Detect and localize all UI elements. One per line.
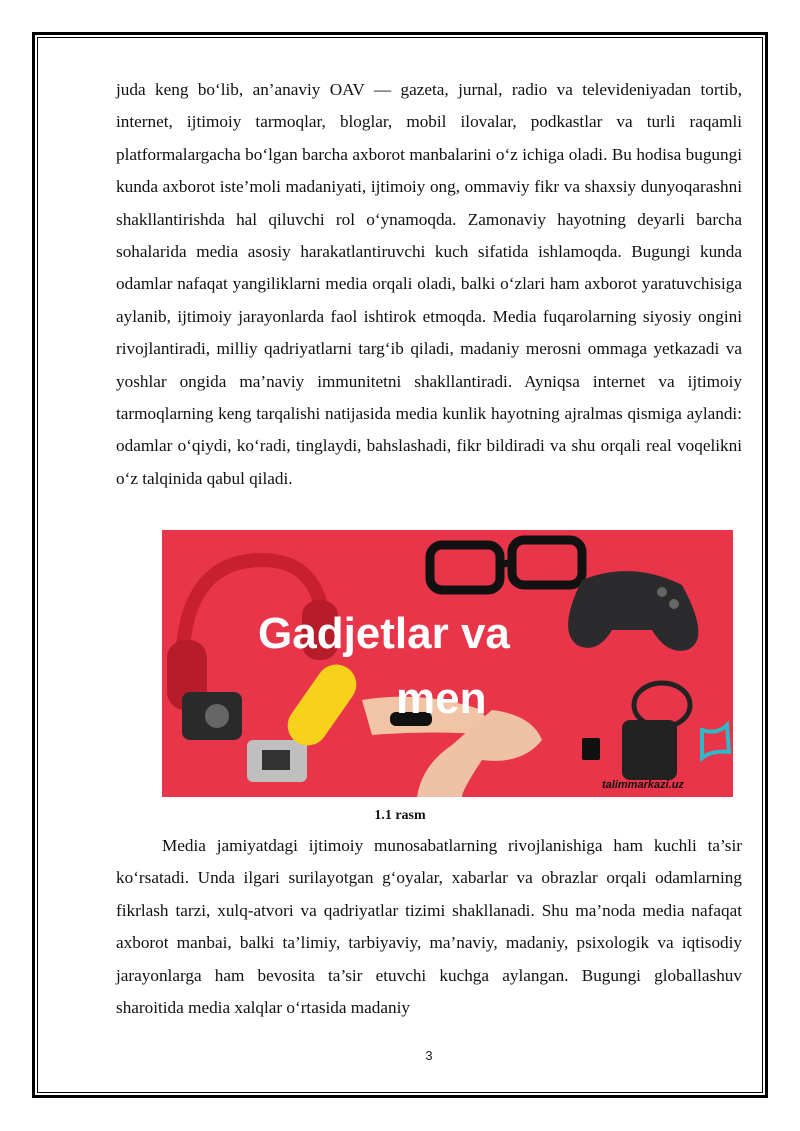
gadgets-illustration — [162, 530, 733, 797]
paragraph-1: juda keng bo‘lib, an’anaviy OAV — gazeta, jurnal, radio va televideniyadan tortib, internet, ijtimoiy tarmoqlar, bloglar, mobil ilovalar, podkastlar va turli raqamli platformalargacha bo‘lgan barcha axborot manbalarini o‘z ichiga oladi. Bu hodisa bugungi kunda axborot iste’moli madaniyati, ijtimoiy ong, ommaviy fikr va shaxsiy dunyoqarashni shakllantirishda hal qiluvchi rol o‘ynamoqda. Zamonaviy hayotning deyarli barcha sohalarida media asosiy harakatlantiruvchi kuch sifatida ishlamoqda. Bugungi kunda odamlar nafaqat yangiliklarni media orqali oladi, balki o‘zlari ham axborot yaratuvchisiga aylanib, ijtimoiy jarayonlarda faol ishtirok etmoqda. Media fuqarolarning siyosiy ongini rivojlantiradi, milliy qadriyatlarni targ‘ib qiladi, madaniy merosni ommaga yetkazadi va yoshlar ongida ma’naviy immunitetni shakllantiradi. Ayniqsa internet va ijtimoiy tarmoqlarning keng tarqalishi natijasida media kunlik hayotning ajralmas qismiga aylandi: odamlar o‘qiydi, ko‘radi, tinglaydi, bahslashadi, fikr bildiradi va shu orqali real voqelikni o‘z talqinida qabul qiladi. — [116, 80, 742, 488]
figure-caption: 1.1 rasm — [374, 808, 426, 823]
smart-device-icon — [622, 720, 677, 780]
figure-title-line1: Gadjetlar va — [258, 609, 510, 658]
body-text-top — [116, 74, 742, 495]
figure-image — [162, 530, 733, 797]
memory-card-icon — [582, 738, 600, 760]
page-number: 3 — [425, 1048, 433, 1063]
body-text-bottom — [116, 830, 742, 1024]
figure-watermark: talimmarkazi.uz — [602, 779, 684, 791]
figure-title-line2: men — [396, 674, 487, 723]
paragraph-2: Media jamiyatdagi ijtimoiy munosabatlarning rivojlanishiga ham kuchli ta’sir ko‘rsatadi. Unda ilgari surilayotgan g‘oyalar, xabarlar va obrazlar orqali odamlarning fikrlash tarzi, xulq-atvori va qadriyatlar tizimi shakllanadi. Shu ma’noda media nafaqat axborot manbai, balki ta’limiy, tarbiyaviy, ma’naviy, madaniy, psixologik va iqtisodiy jarayonlarga ham bevosita ta’sir etuvchi kuchga aylangan. Bugungi globallashuv sharoitida media xalqlar o‘rtasida madaniy — [116, 836, 742, 1018]
